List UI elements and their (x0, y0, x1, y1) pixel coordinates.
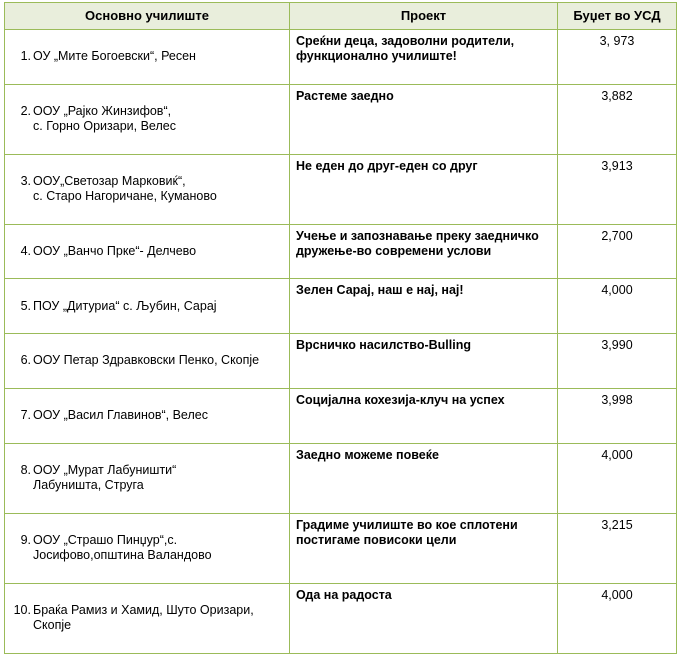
table-row (5, 513, 677, 583)
cell-project: Ода на радоста (290, 583, 558, 653)
cell-budget: 3,913 (558, 154, 677, 224)
cell-budget: 3, 973 (558, 29, 677, 84)
cell-school (5, 279, 290, 334)
cell-project: Зелен Сарај, наш е нај, нај! (290, 279, 558, 334)
cell-project: Заедно можеме повеќе (290, 443, 558, 513)
table-row (5, 583, 677, 653)
cell-budget: 3,998 (558, 388, 677, 443)
school-name: ПОУ „Дитуриа“ с. Љубин, Сарај (33, 298, 217, 313)
cell-budget: 4,000 (558, 279, 677, 334)
cell-project: Учење и запознавање преку заедничко дружење-во современи услови (290, 224, 558, 279)
row-number: 2. (20, 103, 31, 118)
cell-project: Растеме заедно (290, 84, 558, 154)
school-name: ООУ „Ванчо Прке“- Делчево (33, 243, 197, 258)
school-name: ООУ „Васил Главинов“, Велес (33, 408, 208, 423)
school-name: ООУ „Мурат Лабуништи“ Лабуништа, Струга (33, 462, 177, 493)
school-name: ОУ „Мите Богоевски“, Ресен (33, 49, 196, 64)
school-name: ООУ Петар Здравковски Пенко, Скопје (33, 353, 260, 368)
row-number: 8. (20, 462, 31, 477)
table-row (5, 334, 677, 389)
table-row (5, 84, 677, 154)
cell-budget: 3,882 (558, 84, 677, 154)
column-header-budget: Буџет во УСД (558, 3, 677, 30)
cell-school (5, 154, 290, 224)
row-number: 1. (20, 49, 31, 64)
row-number: 6. (20, 353, 31, 368)
table-header-row (5, 3, 677, 30)
table-row (5, 279, 677, 334)
school-name: ООУ „Страшо Пинџур“,с. Јосифово,општина Валандово (33, 532, 212, 563)
cell-budget: 4,000 (558, 443, 677, 513)
cell-project: Врсничко насилство-Bulling (290, 334, 558, 389)
cell-budget: 3,215 (558, 513, 677, 583)
school-name: Браќа Рамиз и Хамид, Шуто Оризари, Скопје (33, 602, 254, 633)
grant-table (4, 2, 677, 654)
school-name: ООУ „Рајко Жинзифов“, с. Горно Оризари, Велес (33, 103, 176, 134)
column-header-project: Проект (290, 3, 558, 30)
row-number: 10. (13, 602, 31, 617)
table-row (5, 388, 677, 443)
table-header (5, 3, 677, 30)
cell-school (5, 84, 290, 154)
cell-budget: 3,990 (558, 334, 677, 389)
school-name: ООУ„Светозар Марковиќ“, с. Старо Нагоричане, Куманово (33, 173, 217, 204)
row-number: 3. (20, 173, 31, 188)
cell-project: Не еден до друг-еден со друг (290, 154, 558, 224)
table-row (5, 224, 677, 279)
cell-school (5, 388, 290, 443)
cell-school (5, 224, 290, 279)
cell-budget: 4,000 (558, 583, 677, 653)
cell-budget: 2,700 (558, 224, 677, 279)
cell-school (5, 513, 290, 583)
table-row (5, 443, 677, 513)
row-number: 4. (20, 243, 31, 258)
cell-project: Среќни деца, задоволни родители, функционално училиште! (290, 29, 558, 84)
table-row (5, 154, 677, 224)
cell-school (5, 29, 290, 84)
cell-project: Градиме училиште во кое сплотени постигаме повисоки цели (290, 513, 558, 583)
column-header-school: Основно училиште (5, 3, 290, 30)
cell-school (5, 443, 290, 513)
table-body (5, 29, 677, 653)
cell-project: Социјална кохезија-клуч на успех (290, 388, 558, 443)
row-number: 5. (20, 298, 31, 313)
cell-school (5, 334, 290, 389)
table-row (5, 29, 677, 84)
row-number: 9. (20, 532, 31, 547)
cell-school (5, 583, 290, 653)
row-number: 7. (20, 408, 31, 423)
